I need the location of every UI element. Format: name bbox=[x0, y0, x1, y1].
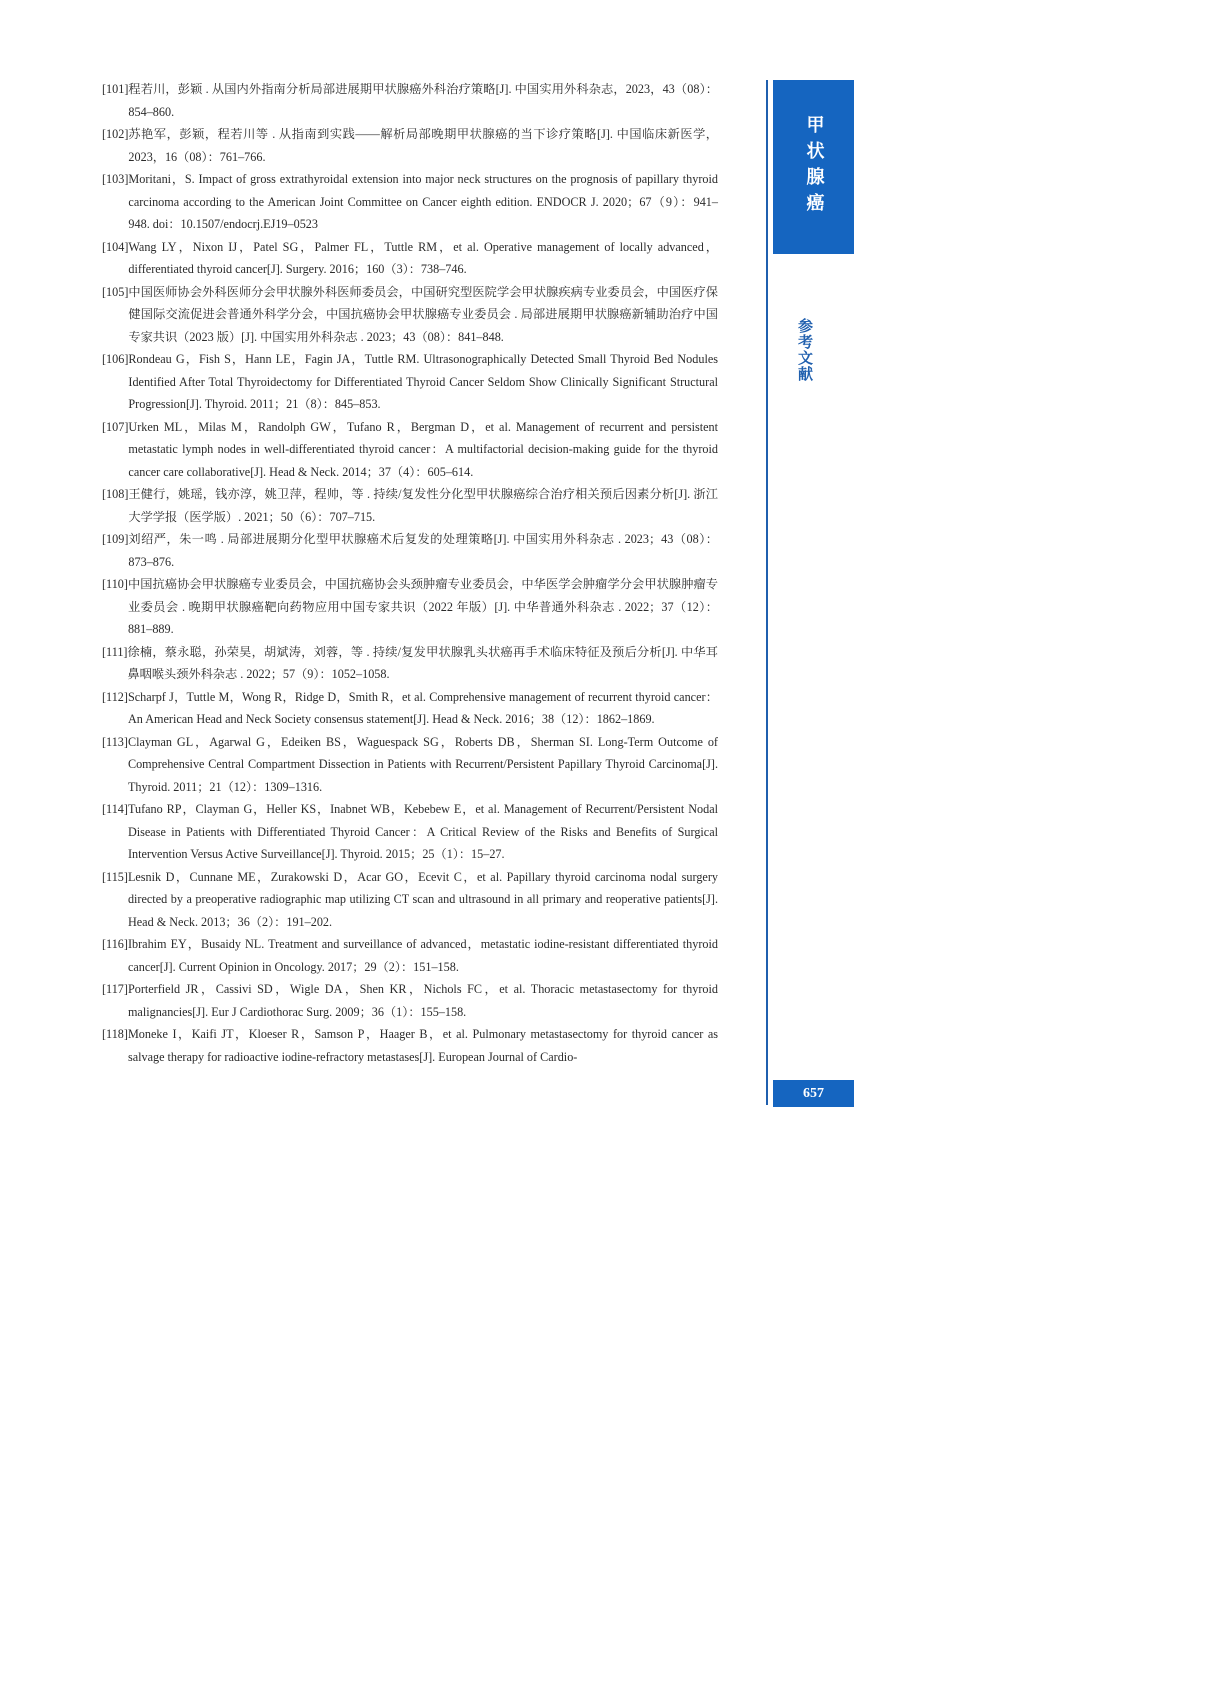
reference-item bbox=[102, 573, 718, 641]
reference-text: Tufano RP，Clayman G，Heller KS，Inabnet WB，Kebebew E，et al. Management of Recurrent/Persistent Nodal Disease in Patients with Differentiated Thyroid Cancer：A Critical Review of the Risks and Benefits of Surgical Intervention Versus Active Surveillance[J]. Thyroid. 2015；25（1）：15–27. bbox=[127, 802, 718, 861]
sidebar-divider bbox=[766, 80, 768, 1105]
reference-number: [106] bbox=[102, 352, 129, 366]
reference-number: [113] bbox=[102, 734, 128, 749]
reference-item bbox=[102, 798, 718, 866]
reference-item bbox=[102, 1023, 718, 1068]
reference-text: Moritani，S. Impact of gross extrathyroidal extension into major neck structures on the prognosis of papillary thyroid carcinoma according to the American Joint Committee on Cancer eighth edition. ENDOCR J. 2020；67（9）：941–948. doi：10.1507/endocrj.EJ19–0523 bbox=[128, 172, 718, 231]
page-number-tab bbox=[773, 1080, 854, 1107]
reference-text: 刘绍严，朱一鸣 . 局部进展期分化型甲状腺癌术后复发的处理策略[J]. 中国实用外科杂志 . 2023；43（08）：873–876. bbox=[128, 532, 718, 569]
reference-text: 王健行，姚瑶，钱亦淳，姚卫萍，程帅，等 . 持续/复发性分化型甲状腺癌综合治疗相关预后因素分析[J]. 浙江大学学报（医学版）. 2021；50（6）：707–715. bbox=[128, 487, 718, 524]
reference-number: [108] bbox=[102, 487, 129, 501]
reference-text: 苏艳军，彭颖，程若川等 . 从指南到实践——解析局部晚期甲状腺癌的当下诊疗策略[J]. 中国临床新医学，2023，16（08）：761–766. bbox=[128, 127, 718, 164]
reference-number: [107] bbox=[102, 419, 129, 434]
reference-text: Scharpf J，Tuttle M，Wong R，Ridge D，Smith R，et al. Comprehensive management of recurrent thyroid cancer：An American Head and Neck Society consensus statement[J]. Head & Neck. 2016；38（12）：1862–1869. bbox=[127, 689, 718, 726]
reference-item bbox=[102, 236, 718, 281]
reference-number: [109] bbox=[102, 532, 129, 546]
reference-item bbox=[102, 866, 718, 934]
page-number: 657 bbox=[803, 1085, 824, 1101]
reference-number: [114] bbox=[102, 802, 128, 816]
reference-item bbox=[102, 168, 718, 236]
reference-text: 中国抗癌协会甲状腺癌专业委员会，中国抗癌协会头颈肿瘤专业委员会，中华医学会肿瘤学分会甲状腺肿瘤专业委员会 . 晚期甲状腺癌靶向药物应用中国专家共识（2022 年版）[J]. 中华普通外科杂志 . 2022；37（12）：881–889. bbox=[127, 577, 718, 636]
reference-number: [117] bbox=[102, 982, 128, 996]
reference-text: Porterfield JR，Cassivi SD，Wigle DA，Shen KR，Nichols FC，et al. Thoracic metastasectomy for thyroid malignancies[J]. Eur J Cardiothorac Surg. 2009；36（1）：155–158. bbox=[127, 982, 718, 1019]
reference-number: [116] bbox=[102, 937, 128, 951]
reference-item bbox=[102, 933, 718, 978]
reference-number: [104] bbox=[102, 239, 129, 254]
reference-text: Rondeau G，Fish S，Hann LE，Fagin JA，Tuttle RM. Ultrasonographically Detected Small Thyroid Bed Nodules Identified After Total Thyroidectomy for Differentiated Thyroid Cancer Seldom Show Clinically Significant Structural Progression[J]. Thyroid. 2011；21（8）：845–853. bbox=[128, 352, 718, 411]
reference-text: 徐楠，蔡永聪，孙荣昊，胡斌涛，刘蓉，等 . 持续/复发甲状腺乳头状癌再手术临床特征及预后分析[J]. 中华耳鼻咽喉头颈外科杂志 . 2022；57（9）：1052–1058. bbox=[127, 644, 718, 681]
reference-text: Wang LY，Nixon IJ，Patel SG，Palmer FL，Tuttle RM，et al. Operative management of locally advanced，differentiated thyroid cancer[J]. Surgery. 2016；160（3）：738–746. bbox=[128, 239, 718, 276]
reference-item bbox=[102, 528, 718, 573]
reference-item bbox=[102, 483, 718, 528]
reference-text: Lesnik D，Cunnane ME，Zurakowski D，Acar GO，Ecevit C，et al. Papillary thyroid carcinoma nodal surgery directed by a preoperative radiographic map utilizing CT scan and ultrasound in all primary and reoperative patients[J]. Head & Neck. 2013；36（2）：191–202. bbox=[127, 869, 718, 929]
reference-text: Urken ML，Milas M，Randolph GW，Tufano R，Bergman D，et al. Management of recurrent and persistent metastatic lymph nodes in well-differentiated thyroid cancer：A multifactorial decision-making guide for the thyroid cancer care collaborative[J]. Head & Neck. 2014；37（4）：605–614. bbox=[128, 419, 718, 479]
reference-number: [103] bbox=[102, 172, 129, 186]
reference-number: [115] bbox=[102, 869, 128, 884]
reference-text: Ibrahim EY，Busaidy NL. Treatment and surveillance of advanced，metastatic iodine-resistant differentiated thyroid cancer[J]. Current Opinion in Oncology. 2017；29（2）：151–158. bbox=[127, 937, 718, 974]
reference-text: Moneke I，Kaifi JT，Kloeser R，Samson P，Haager B，et al. Pulmonary metastasectomy for thyroid cancer as salvage therapy for radioactive iodine-refractory metastases[J]. European Journal of Cardio- bbox=[127, 1027, 718, 1064]
reference-number: [118] bbox=[102, 1027, 128, 1041]
reference-number: [110] bbox=[102, 577, 128, 591]
reference-number: [102] bbox=[102, 127, 129, 141]
reference-item bbox=[102, 731, 718, 799]
reference-number: [105] bbox=[102, 284, 129, 299]
reference-text: Clayman GL，Agarwal G，Edeiken BS，Waguespack SG，Roberts DB，Sherman SI. Long-Term Outcome of Comprehensive Central Compartment Dissection in Patients with Recurrent/Persistent Papillary Thyroid Carcinoma[J]. Thyroid. 2011；21（12）：1309–1316. bbox=[127, 734, 718, 794]
reference-item bbox=[102, 123, 718, 168]
reference-list bbox=[102, 78, 718, 1068]
reference-number: [112] bbox=[102, 689, 128, 704]
chapter-tab bbox=[773, 80, 854, 254]
reference-text: 程若川，彭颖 . 从国内外指南分析局部进展期甲状腺癌外科治疗策略[J]. 中国实用外科杂志，2023，43（08）：854–860. bbox=[128, 82, 718, 119]
reference-item bbox=[102, 978, 718, 1023]
reference-item bbox=[102, 78, 718, 123]
reference-item bbox=[102, 641, 718, 686]
reference-item bbox=[102, 686, 718, 731]
reference-number: [101] bbox=[102, 82, 129, 96]
reference-text: 中国医师协会外科医师分会甲状腺外科医师委员会，中国研究型医院学会甲状腺疾病专业委员会，中国医疗保健国际交流促进会普通外科学分会，中国抗癌协会甲状腺癌专业委员会 . 局部进展期甲状腺癌新辅助治疗中国专家共识（2023 版）[J]. 中国实用外科杂志 . 2023；43（08）：841–848. bbox=[128, 284, 718, 344]
chapter-title: 甲状腺癌 bbox=[803, 115, 825, 219]
reference-item bbox=[102, 416, 718, 484]
reference-item bbox=[102, 348, 718, 416]
reference-number: [111] bbox=[102, 644, 128, 659]
reference-item bbox=[102, 281, 718, 349]
section-label: 参考文献 bbox=[796, 318, 814, 382]
